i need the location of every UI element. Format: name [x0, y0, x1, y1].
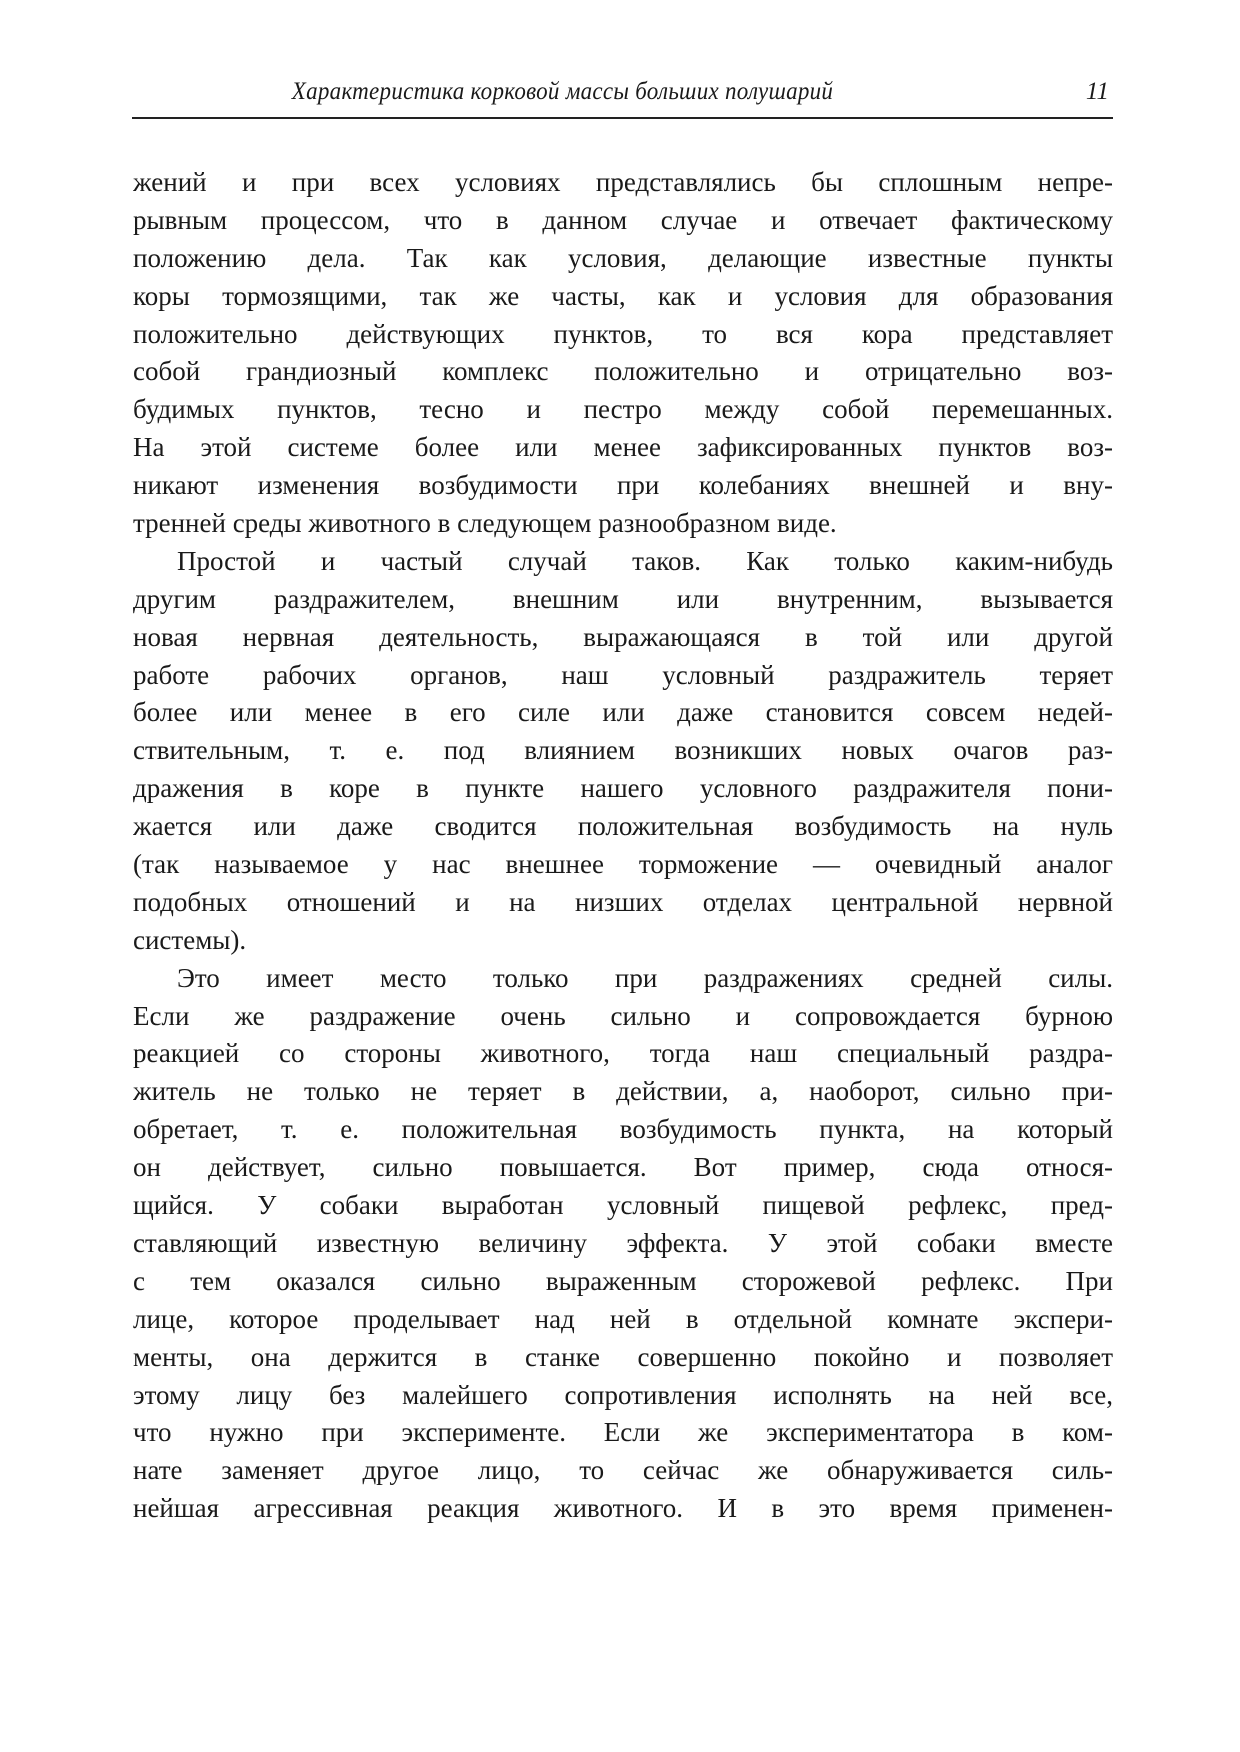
text-line: ствительным, т. е. под влиянием возникших новых очагов раз- [133, 735, 1113, 766]
text-line: он действует, сильно повышается. Вот пример, сюда относя- [133, 1152, 1113, 1183]
header-rule [132, 117, 1113, 119]
text-line: жений и при всех условиях представлялись бы сплошным непре- [133, 167, 1113, 197]
text-line: реакцией со стороны животного, тогда наш специальный раздра- [133, 1038, 1113, 1069]
text-line: будимых пунктов, тесно и пестро между собой перемешанных. [133, 394, 1113, 425]
page-number: 11 [1085, 78, 1109, 105]
text-line: подобных отношений и на низших отделах центральной нервной [133, 886, 1113, 917]
paragraph [133, 960, 1113, 1528]
text-line: никают изменения возбудимости при колебаниях внешней и вну- [133, 470, 1113, 501]
text-line: обретает, т. е. положительная возбудимость пункта, на который [133, 1114, 1113, 1145]
text-line: менты, она держится в станке совершенно покойно и позволяет [133, 1341, 1113, 1372]
text-line: положительно действующих пунктов, то вся кора представляет [133, 318, 1113, 349]
text-line: Это имеет место только при раздражениях средней силы. [177, 962, 1113, 993]
text-line: более или менее в его силе или даже становится совсем недей- [133, 697, 1113, 728]
text-line: На этой системе более или менее зафиксированных пунктов воз- [133, 432, 1113, 463]
text-line: щийся. У собаки выработан условный пищевой рефлекс, пред- [133, 1190, 1113, 1221]
text-line: нейшая агрессивная реакция животного. И в это время применен- [133, 1493, 1113, 1524]
text-line: (так называемое у нас внешнее торможение — очевидный аналог [133, 849, 1113, 880]
body-text [133, 164, 1113, 1528]
text-line: системы). [133, 924, 247, 955]
text-line: ставляющий известную величину эффекта. У этой собаки вместе [133, 1227, 1113, 1258]
paragraph [133, 164, 1113, 543]
text-line: новая нервная деятельность, выражающаяся в той или другой [133, 621, 1113, 652]
text-line: собой грандиозный комплекс положительно и отрицательно воз- [133, 356, 1113, 387]
text-line: положению дела. Так как условия, делающие известные пункты [133, 242, 1113, 273]
text-line: этому лицу без малейшего сопротивления исполнять на ней все, [133, 1379, 1113, 1410]
text-line: с тем оказался сильно выраженным сторожевой рефлекс. При [133, 1265, 1113, 1296]
text-line: Простой и частый случай таков. Как только каким-нибудь [177, 545, 1113, 576]
text-line: Если же раздражение очень сильно и сопровождается бурною [133, 1000, 1113, 1031]
text-line: нате заменяет другое лицо, то сейчас же обнаруживается силь- [133, 1455, 1113, 1486]
paragraph [133, 543, 1113, 960]
text-line: рывным процессом, что в данном случае и отвечает фактическому [133, 204, 1113, 235]
text-line: тренней среды животного в следующем разнообразном виде. [133, 508, 837, 539]
text-line: житель не только не теряет в действии, а, наоборот, сильно при- [133, 1076, 1113, 1107]
text-line: работе рабочих органов, наш условный раздражитель теряет [133, 659, 1113, 690]
text-line: дражения в коре в пункте нашего условного раздражителя пони- [133, 773, 1113, 804]
text-line: коры тормозящими, так же часты, как и условия для образования [133, 280, 1113, 311]
text-line: лице, которое проделывает над ней в отдельной комнате экспери- [133, 1303, 1113, 1334]
running-head [132, 78, 1113, 112]
running-head-title: Характеристика корковой массы больших полушарий [291, 78, 834, 105]
text-line: другим раздражителем, внешним или внутренним, вызывается [133, 583, 1113, 614]
text-line: что нужно при эксперименте. Если же экспериментатора в ком- [133, 1417, 1113, 1448]
text-line: жается или даже сводится положительная возбудимость на нуль [133, 811, 1113, 842]
